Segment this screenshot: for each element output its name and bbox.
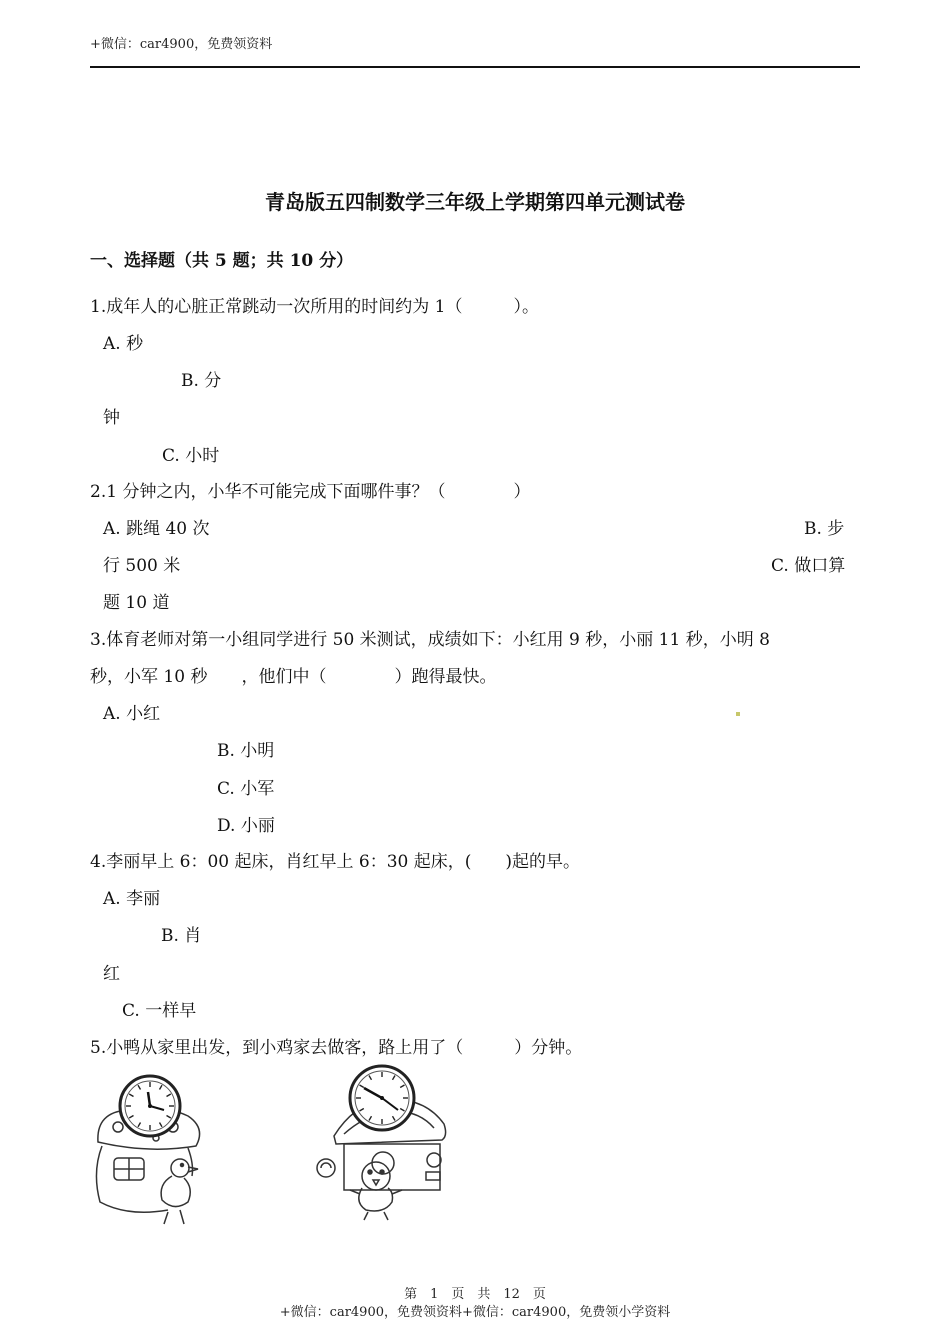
stray-dot	[736, 712, 740, 716]
header-note: +微信：car4900，免费领资料	[90, 37, 273, 52]
question-1: 1.成年人的心脏正常跳动一次所用的时间约为 1（ ）。	[90, 297, 539, 317]
q2-option-c[interactable]: C. 做口算	[771, 556, 846, 576]
section-heading: 一、选择题（共 5 题；共 10 分）	[90, 251, 354, 271]
q2-option-b-cont: 行 500 米	[103, 556, 181, 576]
q4-option-c[interactable]: C. 一样早	[122, 1001, 197, 1021]
q4-option-a[interactable]: A. 李丽	[103, 889, 161, 909]
question-4: 4.李丽早上 6：00 起床，肖红早上 6：30 起床，( )起的早。	[90, 852, 580, 872]
duck-house-clock-illustration	[88, 1072, 208, 1228]
q1-option-b-cont: 钟	[103, 408, 120, 428]
header-rule	[90, 66, 860, 68]
page-title: 青岛版五四制数学三年级上学期第四单元测试卷	[265, 190, 685, 214]
question-3-line-2: 秒，小军 10 秒 ，他们中（ ）跑得最快。	[90, 667, 497, 687]
question-5: 5.小鸭从家里出发，到小鸡家去做客，路上用了（ ）分钟。	[90, 1038, 583, 1058]
clock-icon	[350, 1066, 414, 1130]
page-number: 第 1 页 共 12 页	[404, 1287, 546, 1302]
footer-promo: +微信：car4900，免费领资料+微信：car4900，免费领小学资料	[279, 1305, 671, 1320]
q2-option-a[interactable]: A. 跳绳 40 次	[103, 519, 210, 539]
q2-option-b[interactable]: B. 步	[804, 519, 845, 539]
q1-option-a[interactable]: A. 秒	[103, 334, 144, 354]
q3-option-a[interactable]: A. 小红	[103, 704, 161, 724]
q1-option-c[interactable]: C. 小时	[162, 446, 220, 466]
q4-option-b-cont: 红	[103, 964, 120, 984]
question-3-line-1: 3.体育老师对第一小组同学进行 50 米测试，成绩如下：小红用 9 秒，小丽 11 秒，小明 8	[90, 630, 770, 650]
clock-icon	[120, 1076, 180, 1136]
chick-house-clock-illustration	[314, 1064, 454, 1224]
q3-option-b[interactable]: B. 小明	[217, 741, 275, 761]
q3-option-d[interactable]: D. 小丽	[217, 816, 275, 836]
q1-option-b[interactable]: B. 分	[181, 371, 222, 391]
q2-option-c-cont: 题 10 道	[103, 593, 170, 613]
question-2: 2.1 分钟之内，小华不可能完成下面哪件事？（ ）	[90, 482, 531, 502]
q4-option-b[interactable]: B. 肖	[161, 926, 202, 946]
q3-option-c[interactable]: C. 小军	[217, 779, 275, 799]
